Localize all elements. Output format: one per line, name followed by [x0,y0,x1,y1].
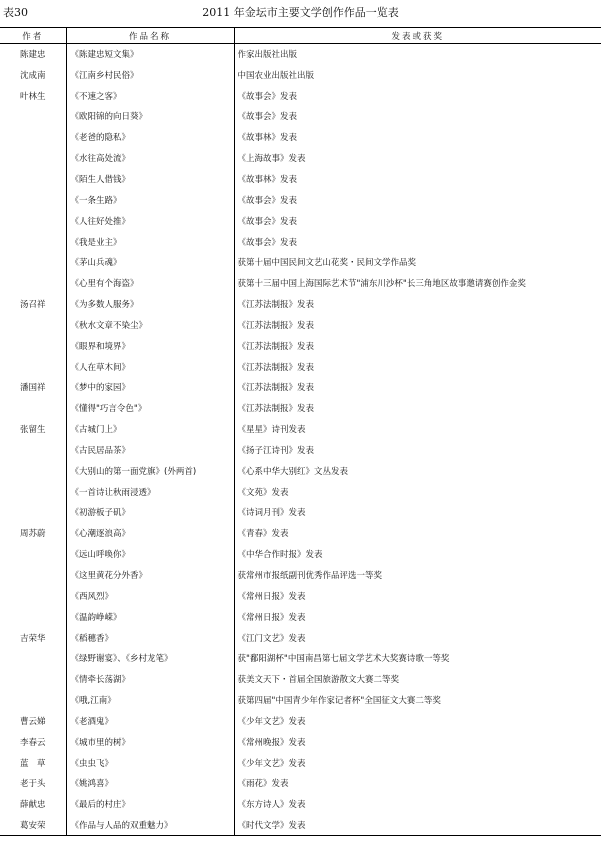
work-title-cell: 《为多数人服务》 [66,294,234,315]
table-row [0,106,601,127]
publication-cell: 《江苏法制报》发表 [237,362,315,373]
publication-cell: 获第十届中国民间文艺山花奖・民间文学作品奖 [237,258,417,269]
publication-cell: 《常州晚报》发表 [237,737,306,748]
table-row [0,794,601,815]
publication-cell: 《诗词月刊》发表 [237,508,306,519]
author-cell [0,648,66,669]
table-row [0,189,601,210]
work-title-cell: 《水往高处流》 [66,148,234,169]
author-cell [0,231,66,252]
publication-cell: 《江苏法制报》发表 [237,404,315,415]
work-title-cell: 《城市里的树》 [66,731,234,752]
table-row [0,502,601,523]
work-title-cell: 《稻穗香》 [66,627,234,648]
publication-cell: 《江苏法制报》发表 [237,300,315,311]
table-row [0,85,601,106]
author-cell [0,189,66,210]
author-cell [0,606,66,627]
author-cell: 张留生 [0,419,66,440]
work-title-cell: 《心里有个海盗》 [66,273,234,294]
author-cell: 曹云娣 [0,711,66,732]
table-row [0,669,601,690]
author-cell [0,314,66,335]
publication-cell: 《扬子江诗刊》发表 [237,445,315,456]
work-title-cell: 《我是业主》 [66,231,234,252]
publication-cell: 《中华合作时报》发表 [237,550,323,561]
author-cell [0,481,66,502]
work-title-cell: 《温韵峥嵘》 [66,606,234,627]
table-row [0,314,601,335]
work-title-cell: 《懂得"巧言令色"》 [66,398,234,419]
work-title-cell: 《绿野谢宴》、《乡村龙笔》 [66,648,234,669]
publication-cell: 《时代文学》发表 [234,815,601,836]
author-cell: 蓝 草 [0,752,66,773]
publication-cell: 《常州日报》发表 [237,612,306,623]
author-cell: 陈建忠 [0,44,66,65]
author-cell: 沈成南 [0,64,66,85]
author-cell [0,169,66,190]
publication-cell: 获第四届"中国青少年作家记者杯"全国征文大赛二等奖 [237,696,441,707]
author-cell [0,148,66,169]
author-cell: 吉荣华 [0,627,66,648]
author-cell [0,502,66,523]
publication-cell: 《文苑》发表 [237,487,289,498]
table-row [0,377,601,398]
author-cell: 李春云 [0,731,66,752]
author-cell: 汤召祥 [0,294,66,315]
table-row [0,565,601,586]
work-title-cell: 《最后的村庄》 [66,794,234,815]
table-row [0,356,601,377]
publication-cell: 《故事会》发表 [237,195,298,206]
work-title-cell: 《初游板子矶》 [66,502,234,523]
table-row [0,440,601,461]
author-cell [0,585,66,606]
author-cell [0,252,66,273]
table-row [0,460,601,481]
publication-cell: 《心系中华大别红》文丛发表 [237,466,349,477]
work-title-cell: 《西风烈》 [66,585,234,606]
author-cell [0,210,66,231]
table-row [0,335,601,356]
author-cell: 叶林生 [0,85,66,106]
publication-cell: 获第十三届中国上海国际艺术节"浦东川沙杯"长三角地区故事邀请赛创作金奖 [237,279,526,290]
publication-cell: 《故事会》发表 [237,216,298,227]
table-row [0,398,601,419]
table-row [0,231,601,252]
author-cell: 葛安荣 [0,815,66,836]
table-row [0,523,601,544]
author-cell [0,460,66,481]
author-cell [0,398,66,419]
work-title-cell: 《不速之客》 [66,85,234,106]
publication-cell: 获常州市报纸副刊优秀作品评选一等奖 [237,571,383,582]
publication-cell: 《故事林》发表 [237,174,298,185]
work-title-cell: 《姚鸿喜》 [66,773,234,794]
table-row [0,627,601,648]
table-row [0,752,601,773]
work-title-cell: 《这里黄花分外香》 [66,565,234,586]
work-title-cell: 《一首诗让秋雨浸透》 [66,481,234,502]
table-row [0,210,601,231]
table-row [0,148,601,169]
author-cell [0,690,66,711]
table-row [0,481,601,502]
work-title-cell: 《秋水文章不染尘》 [66,314,234,335]
work-title-cell: 《陈建忠短文集》 [66,44,234,65]
work-title-cell: 《眼界和境界》 [66,335,234,356]
table-row [0,585,601,606]
work-title-cell: 《哦,江南》 [66,690,234,711]
work-title-cell: 《欧阳锦的向日葵》 [66,106,234,127]
publication-cell: 《东方诗人》发表 [237,800,306,811]
author-cell: 老于头 [0,773,66,794]
publication-cell: 《常州日报》发表 [237,591,306,602]
table-row [0,252,601,273]
table-row [0,544,601,565]
header-author: 作者 [0,28,66,44]
author-cell: 周苏蔚 [0,523,66,544]
header-publication: 发表或获奖 [234,28,601,44]
work-title-cell: 《一条生路》 [66,189,234,210]
author-cell [0,106,66,127]
header-row [0,28,601,44]
publication-cell: 《青春》发表 [237,529,289,540]
work-title-cell: 《远山呼唤你》 [66,544,234,565]
author-cell [0,565,66,586]
table-row [0,273,601,294]
publication-cell: 《故事会》发表 [237,237,298,248]
author-cell [0,669,66,690]
publication-cell: 《雨花》发表 [237,779,289,790]
table-row [0,419,601,440]
work-title-cell: 《作品与人品的双重魅力》 [66,815,234,836]
work-title-cell: 《大别山的第一面党旗》(外两首) [66,460,234,481]
publication-cell: 《故事会》发表 [237,112,298,123]
work-title-cell: 《江南乡村民俗》 [66,64,234,85]
publication-cell: 《江苏法制报》发表 [237,341,315,352]
publication-cell: 《上海故事》发表 [237,154,306,165]
table-number: 表30 [3,6,28,19]
author-cell [0,335,66,356]
table-title: 2011 年金坛市主要文学创作作品一览表 [202,6,399,19]
work-title-cell: 《人往好处推》 [66,210,234,231]
table-row [0,690,601,711]
publication-cell: 《江苏法制报》发表 [237,383,315,394]
work-title-cell: 《陌生人借钱》 [66,169,234,190]
work-title-cell: 《老酒鬼》 [66,711,234,732]
table-row [0,127,601,148]
publication-cell: 中国农业出版社出版 [237,70,315,81]
work-title-cell: 《古城门上》 [66,419,234,440]
publication-cell: 《故事林》发表 [237,133,298,144]
publication-cell: 《星星》诗刊发表 [237,425,306,436]
table-row [0,815,601,836]
author-cell [0,356,66,377]
publication-cell: 作家出版社出版 [237,50,298,61]
work-title-cell: 《虫虫飞》 [66,752,234,773]
author-cell: 薛献忠 [0,794,66,815]
header-work-title: 作品名称 [66,28,234,44]
author-cell: 潘国祥 [0,377,66,398]
table-row [0,44,601,65]
works-table [0,27,601,836]
table-caption [0,4,601,20]
author-cell [0,127,66,148]
publication-cell: 《少年文艺》发表 [237,758,306,769]
table-row [0,606,601,627]
table-row [0,711,601,732]
work-title-cell: 《梦中的家园》 [66,377,234,398]
work-title-cell: 《茅山兵魂》 [66,252,234,273]
publication-cell: 《故事会》发表 [237,91,298,102]
publication-cell: 获"鄱阳湖杯"中国南昌第七届文学艺术大奖赛诗歌一等奖 [237,654,450,665]
work-title-cell: 《古民居品茶》 [66,440,234,461]
table-row [0,648,601,669]
table-row [0,294,601,315]
work-title-cell: 《心潮逐浪高》 [66,523,234,544]
table-row [0,731,601,752]
author-cell [0,273,66,294]
publication-cell: 获美文天下・首届全国旅游散文大赛二等奖 [237,675,400,686]
work-title-cell: 《情牵长荡湖》 [66,669,234,690]
publication-cell: 《江苏法制报》发表 [237,320,315,331]
author-cell [0,440,66,461]
table-row [0,169,601,190]
work-title-cell: 《老爸的隐私》 [66,127,234,148]
table-row [0,773,601,794]
table-row [0,64,601,85]
author-cell [0,544,66,565]
publication-cell: 《江门文艺》发表 [237,633,306,644]
publication-cell: 《少年文艺》发表 [237,716,306,727]
work-title-cell: 《人在草木间》 [66,356,234,377]
